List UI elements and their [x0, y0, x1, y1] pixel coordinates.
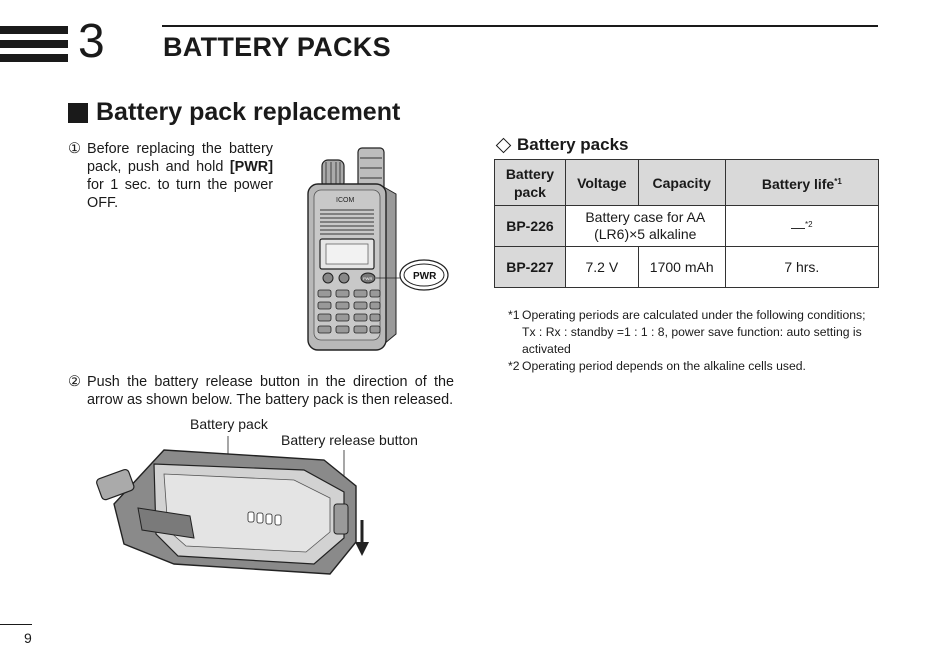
- footnotes: [508, 307, 880, 375]
- radio-front-illustration: [296, 144, 456, 354]
- label-battery-release-button: Battery release button: [281, 432, 418, 448]
- chapter-tab-bar: [0, 26, 68, 34]
- table-row: [495, 206, 879, 247]
- cell-capacity: 1700 mAh: [638, 247, 725, 288]
- cell-model: BP-226: [495, 206, 566, 247]
- square-bullet-icon: [68, 103, 88, 123]
- footnote-mark: *2: [508, 359, 520, 373]
- battery-packs-heading: [495, 135, 629, 155]
- step-marker: ②: [68, 374, 81, 390]
- step-1: [68, 140, 273, 212]
- table-row: [495, 247, 879, 288]
- step-2: [68, 373, 454, 409]
- section-title: Battery pack replacement: [96, 98, 401, 126]
- footnote-text: Operating period depends on the alkaline cells used.: [522, 359, 806, 373]
- cell-life: —$^{*2}$: [725, 206, 878, 247]
- footnote-2: [508, 358, 880, 375]
- page-number: 9: [24, 630, 32, 646]
- cell-voltage: 7.2 V: [565, 247, 638, 288]
- footnote-ref: *2: [805, 220, 813, 229]
- battery-packs-title: Battery packs: [517, 135, 629, 154]
- battery-release-illustration: [94, 434, 384, 594]
- section-heading: [68, 98, 400, 127]
- arrow-down-icon: [355, 520, 369, 556]
- chapter-title: BATTERY PACKS: [163, 32, 391, 62]
- footnote-ref: *1: [834, 176, 842, 186]
- step-marker: ①: [68, 141, 81, 157]
- cell-model: BP-227: [495, 247, 566, 288]
- page-rule: [0, 624, 32, 625]
- cell-life: 7 hrs.: [725, 247, 878, 288]
- header-capacity: Capacity: [638, 160, 725, 206]
- chapter-tab-bar: [0, 54, 68, 62]
- footnote-text: Operating periods are calculated under the following conditions; Tx : Rx : standby =1 : 1 : 8, power save function: auto setting is activated: [522, 308, 866, 356]
- header-voltage: Voltage: [565, 160, 638, 206]
- table-header-row: [495, 160, 879, 206]
- header-battery-pack: Battery pack: [495, 160, 566, 206]
- pwr-key-label: [PWR]: [229, 159, 273, 175]
- footnote-mark: *1: [508, 308, 520, 322]
- chapter-tab-bar: [0, 40, 68, 48]
- label-battery-pack: Battery pack: [190, 416, 268, 432]
- footnote-1: [508, 307, 880, 358]
- brand-logo: ICOM: [336, 197, 355, 204]
- step-text: Push the battery release button in the direction of the arrow as shown below. The battery pack is then released.: [87, 374, 454, 408]
- cell-description: Battery case for AA (LR6)×5 alkaline: [565, 206, 725, 247]
- header-battery-life: Battery life$^{*1}$: [725, 160, 878, 206]
- diamond-bullet-icon: [496, 137, 512, 153]
- battery-packs-table: [494, 159, 879, 288]
- chapter-rule: [162, 25, 878, 27]
- step-text: Before replacing the battery pack, push and hold [PWR] for 1 sec. to turn the power OFF.: [87, 141, 273, 211]
- chapter-number: 3: [78, 15, 105, 68]
- pwr-callout-label: PWR: [413, 271, 437, 282]
- radio-pwr-key: PWR: [363, 276, 373, 281]
